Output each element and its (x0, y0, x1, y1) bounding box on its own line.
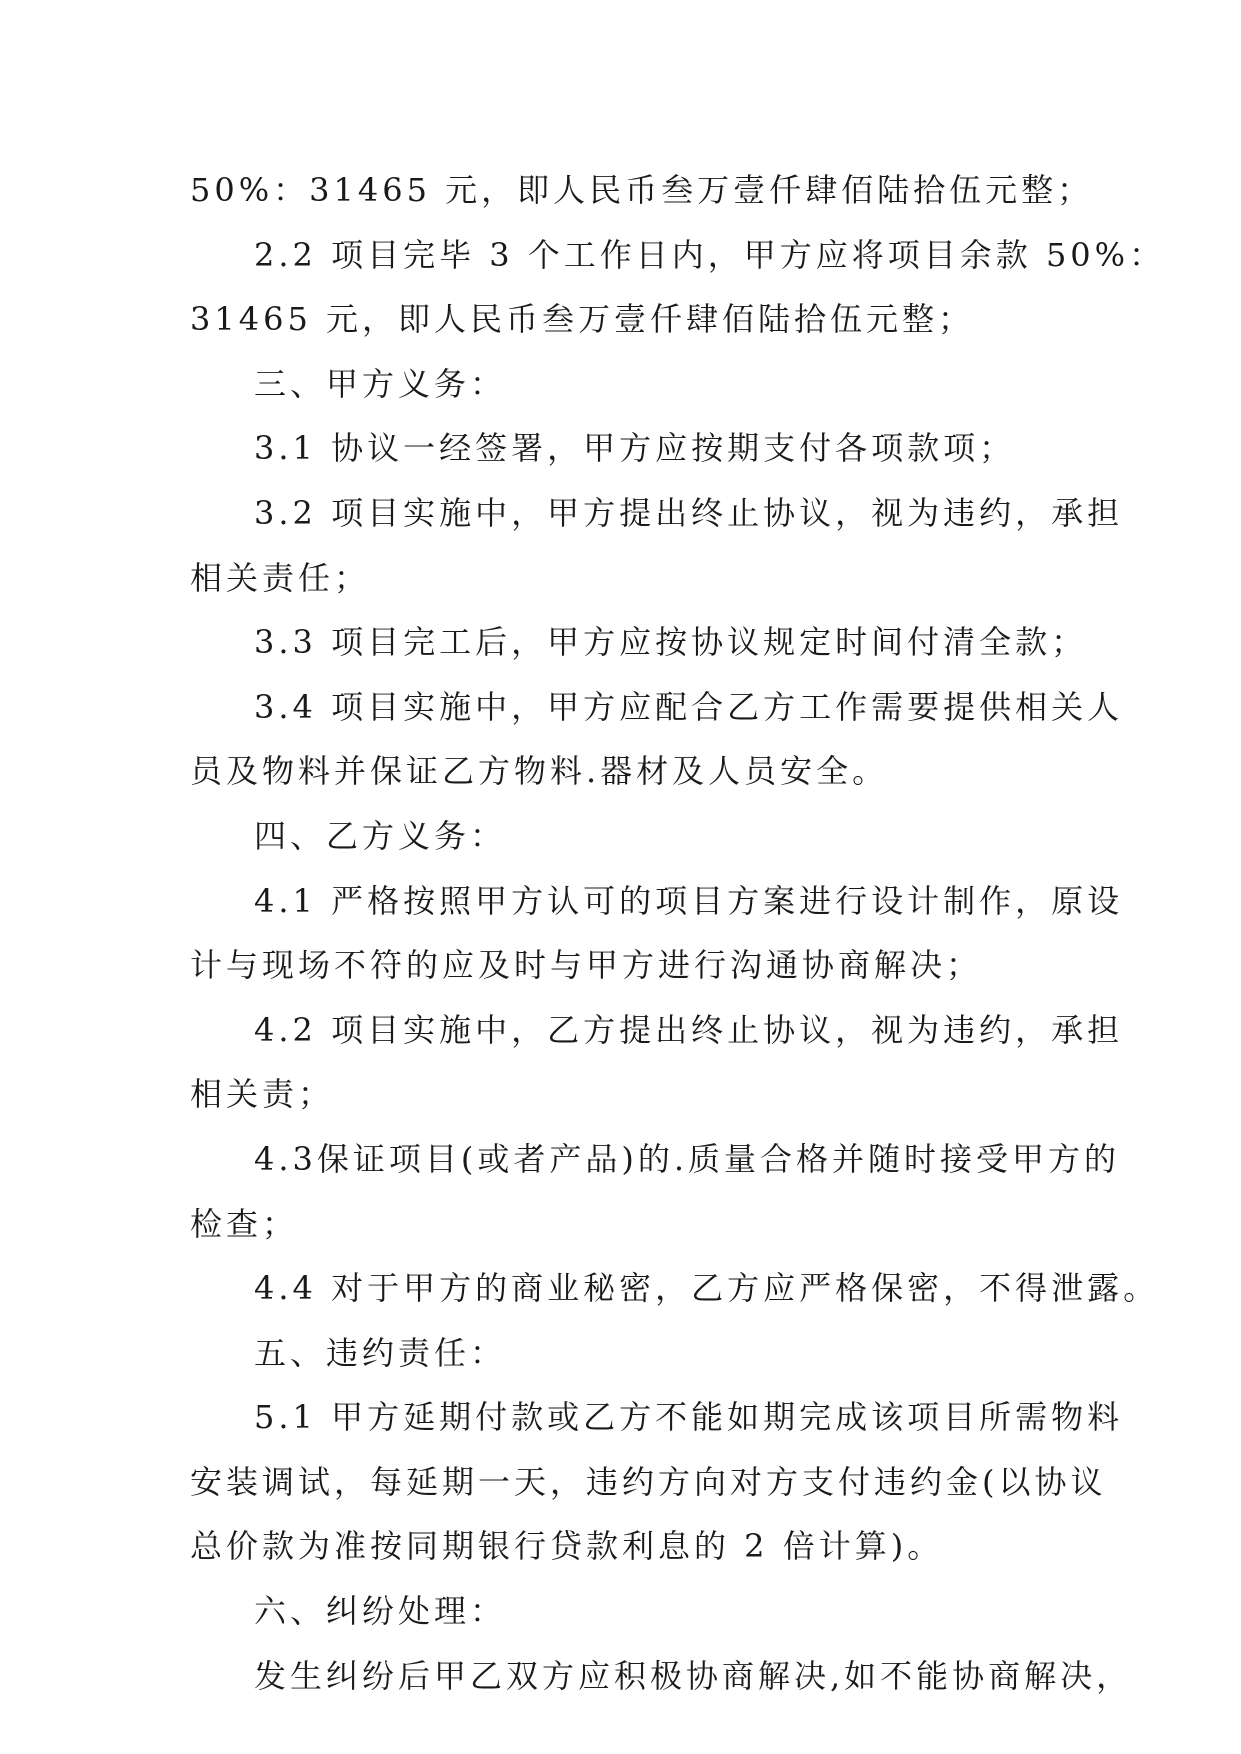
section-heading-4: 四、乙方义务： (254, 816, 507, 855)
clause-3-3: 3.3 项目完工后，甲方应按协议规定时间付清全款； (254, 623, 1088, 662)
text-line: 计与现场不符的应及时与甲方进行沟通协商解决； (190, 946, 983, 985)
section-heading-3: 三、甲方义务： (254, 364, 507, 403)
text-line: 50%：31465 元，即人民币叁万壹仟肆佰陆拾伍元整； (190, 171, 1094, 209)
clause-3-2: 3.2 项目实施中，甲方提出终止协议，视为违约，承担 (254, 493, 1124, 532)
text-line: 员及物料并保证乙方物料.器材及人员安全。 (190, 752, 889, 791)
clause-4-3: 4.3保证项目(或者产品)的.质量合格并随时接受甲方的 (254, 1139, 1121, 1178)
text-line: 检查； (190, 1204, 299, 1243)
clause-2-2: 2.2 项目完毕 3 个工作日内，甲方应将项目余款 50%： (254, 235, 1166, 274)
text-line: 相关责任； (190, 558, 371, 597)
text-line: 安装调试，每延期一天，违约方向对方支付违约金(以协议 (190, 1462, 1107, 1501)
clause-5-1: 5.1 甲方延期付款或乙方不能如期完成该项目所需物料 (254, 1398, 1124, 1437)
clause-4-4: 4.4 对于甲方的商业秘密，乙方应严格保密，不得泄露。 (254, 1269, 1160, 1308)
section-heading-5: 五、违约责任： (254, 1333, 507, 1372)
text-line: 31465 元，即人民币叁万壹仟肆佰陆拾伍元整； (190, 300, 974, 339)
paragraph-dispute: 发生纠纷后甲乙双方应积极协商解决,如不能协商解决， (254, 1656, 1133, 1695)
clause-4-2: 4.2 项目实施中，乙方提出终止协议，视为违约，承担 (254, 1010, 1124, 1049)
text-line: 相关责； (190, 1075, 335, 1114)
section-heading-6: 六、纠纷处理： (254, 1592, 507, 1631)
clause-3-1: 3.1 协议一经签署，甲方应按期支付各项款项； (254, 429, 1016, 468)
clause-3-4: 3.4 项目实施中，甲方应配合乙方工作需要提供相关人 (254, 687, 1124, 726)
document-body (190, 158, 1166, 1708)
clause-4-1: 4.1 严格按照甲方认可的项目方案进行设计制作，原设 (254, 881, 1124, 920)
text-line: 总价款为准按同期银行贷款利息的 2 倍计算)。 (190, 1527, 944, 1566)
